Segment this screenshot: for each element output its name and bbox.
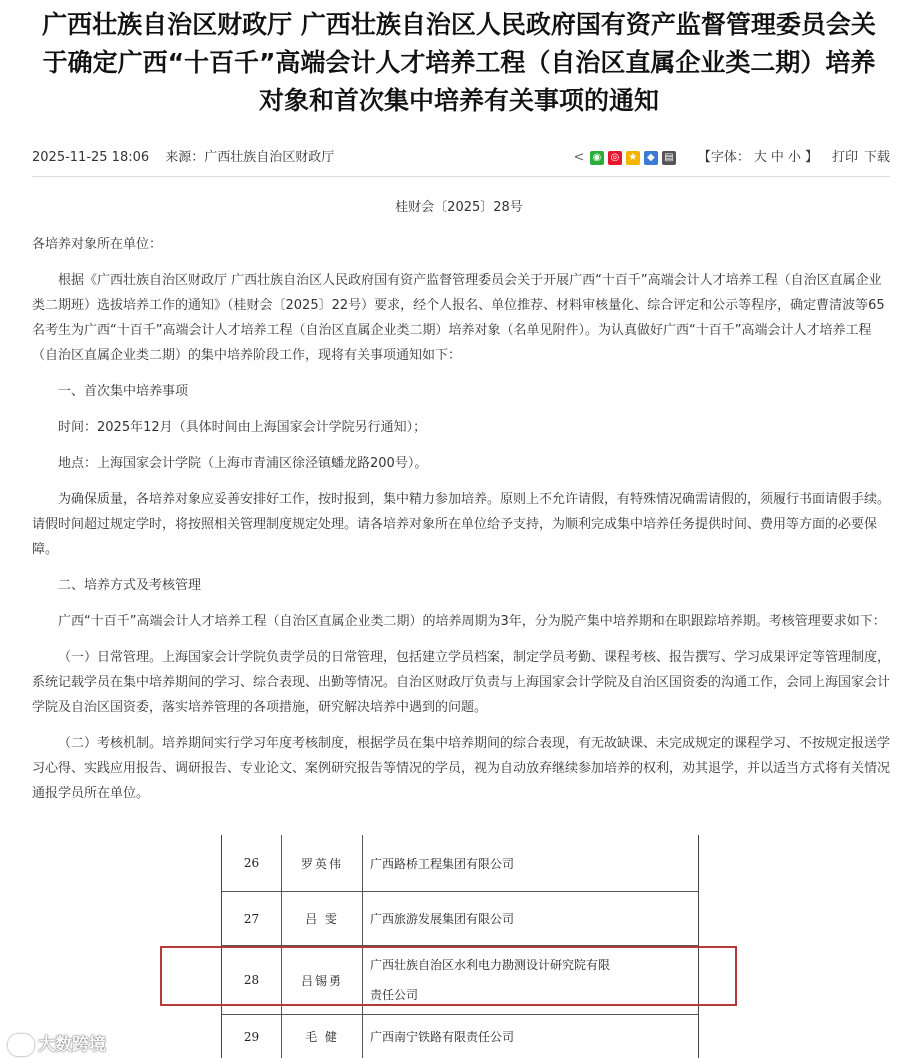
row-name: 吕锡勇 bbox=[282, 946, 363, 1014]
section-heading: 一、首次集中培养事项 bbox=[58, 384, 189, 399]
row-number: 26 bbox=[222, 835, 282, 891]
paragraph: 地点：上海国家会计学院（上海市青浦区徐泾镇蟠龙路200号）。 bbox=[58, 456, 428, 471]
row-number: 27 bbox=[222, 892, 282, 945]
share-bar bbox=[568, 151, 676, 165]
row-name: 毛 健 bbox=[282, 1015, 363, 1058]
font-small-button[interactable]: 小 bbox=[787, 150, 801, 165]
print-link[interactable]: 打印 bbox=[831, 150, 858, 165]
source: 来源：广西壮族自治区财政厅 bbox=[165, 150, 335, 165]
font-label: 【字体： bbox=[697, 150, 750, 165]
paragraph: 根据《广西壮族自治区财政厅 广西壮族自治区人民政府国有资产监督管理委员会关于开展广西“十百千”高端会计人才培养工程（自治区直属企业类二期班）选拔培养工作的通知》（桂财会〔2025〕22号）要求，经个人报名、单位推荐、材料审核量化、综合评定和公示等程序，确定曹清波等65名考生为广西“十百千”高端会计人才培养工程（自治区直属企业类二期）培养对象（名单见附件）。为认真做好广西“十百千”高端会计人才培养工程（自治区直属企业类二期）的集中培养阶段工作，现将有关事项通知如下： bbox=[32, 273, 885, 363]
table-row bbox=[222, 835, 698, 892]
font-size-control bbox=[696, 144, 820, 172]
row-company: 广西旅游发展集团有限公司 bbox=[370, 912, 515, 926]
more-share-icon[interactable]: ▤ bbox=[662, 151, 676, 165]
row-name: 罗英伟 bbox=[282, 835, 363, 891]
paragraph: （二）考核机制。培养期间实行学习年度考核制度，根据学员在集中培养期间的综合表现，有无故缺课、未完成规定的课程学习、不按规定报送学习心得、实践应用报告、调研报告、专业论文、案例研究报告等情况的学员，视为自动放弃继续参加培养的权利，劝其退学，并以适当方式将有关情况通报学员所在单位。 bbox=[32, 736, 891, 801]
row-name: 吕 雯 bbox=[282, 892, 363, 945]
weibo-icon[interactable]: ◎ bbox=[608, 151, 622, 165]
table-row bbox=[222, 892, 698, 946]
paragraph: 为确保质量，各培养对象应妥善安排好工作，按时报到，集中精力参加培养。原则上不允许请假，有特殊情况确需请假的，须履行书面请假手续。请假时间超过规定学时，将按照相关管理制度规定处理。请各培养对象所在单位给予支持，为顺利完成集中培养任务提供时间、费用等方面的必要保障。 bbox=[32, 492, 891, 557]
salutation: 各培养对象所在单位： bbox=[32, 237, 163, 252]
row-company: 广西路桥工程集团有限公司 bbox=[370, 856, 515, 871]
meta-divider bbox=[32, 176, 890, 177]
title-line-3: 对象和首次集中培养有关事项的通知 bbox=[258, 86, 659, 115]
paragraph: 时间：2025年12月（具体时间由上海国家会计学院另行通知）； bbox=[58, 420, 427, 435]
paragraph: 广西“十百千”高端会计人才培养工程（自治区直属企业类二期）的培养周期为3年，分为脱产集中培养期和在职跟踪培养期。考核管理要求如下： bbox=[58, 614, 886, 629]
watermark-logo-icon bbox=[8, 1034, 34, 1056]
paragraph: （一）日常管理。上海国家会计学院负责学员的日常管理，包括建立学员档案，制定学员考勤、课程考核、报告撰写、学习成果评定等管理制度，系统记载学员在集中培养期间的学习、综合表现、出勤等情况。自治区财政厅负责与上海国家会计学院及自治区国资委的沟通工作，会同上海国家会计学院及自治区国资委，落实培养管理的各项措施，研究解决培养中遇到的问题。 bbox=[32, 650, 891, 715]
article-meta bbox=[32, 144, 890, 172]
font-large-button[interactable]: 大 bbox=[753, 150, 767, 165]
title-line-2: 于确定广西“十百千”高端会计人才培养工程（自治区直属企业类二期）培养 bbox=[42, 48, 876, 77]
section-heading: 二、培养方式及考核管理 bbox=[58, 578, 202, 593]
wechat-icon[interactable]: ◉ bbox=[590, 151, 604, 165]
row-company: 广西南宁铁路有限责任公司 bbox=[370, 1030, 515, 1044]
article-body bbox=[32, 232, 890, 817]
table-row bbox=[222, 1015, 698, 1058]
download-link[interactable]: 下载 bbox=[863, 150, 890, 165]
title-line-1: 广西壮族自治区财政厅 广西壮族自治区人民政府国有资产监督管理委员会关 bbox=[42, 10, 876, 39]
qzone-icon[interactable]: ★ bbox=[626, 151, 640, 165]
highlight-box bbox=[160, 946, 737, 1006]
watermark bbox=[8, 1030, 106, 1056]
qq-icon[interactable]: ◆ bbox=[644, 151, 658, 165]
row-number: 28 bbox=[222, 946, 282, 1014]
row-company-line-2: 责任公司 bbox=[370, 988, 419, 1002]
row-company-line-1: 广西壮族自治区水利电力勘测设计研究院有限 bbox=[370, 958, 611, 972]
publish-date: 2025-11-25 18:06 bbox=[32, 150, 150, 165]
font-label-close: 】 bbox=[804, 150, 818, 165]
share-icon[interactable]: < bbox=[573, 150, 585, 165]
row-number: 29 bbox=[222, 1015, 282, 1058]
font-medium-button[interactable]: 中 bbox=[770, 150, 784, 165]
article-title bbox=[20, 6, 898, 120]
watermark-text: 大数跨境 bbox=[38, 1035, 106, 1055]
document-number: 桂财会〔2025〕28号 bbox=[395, 200, 523, 215]
